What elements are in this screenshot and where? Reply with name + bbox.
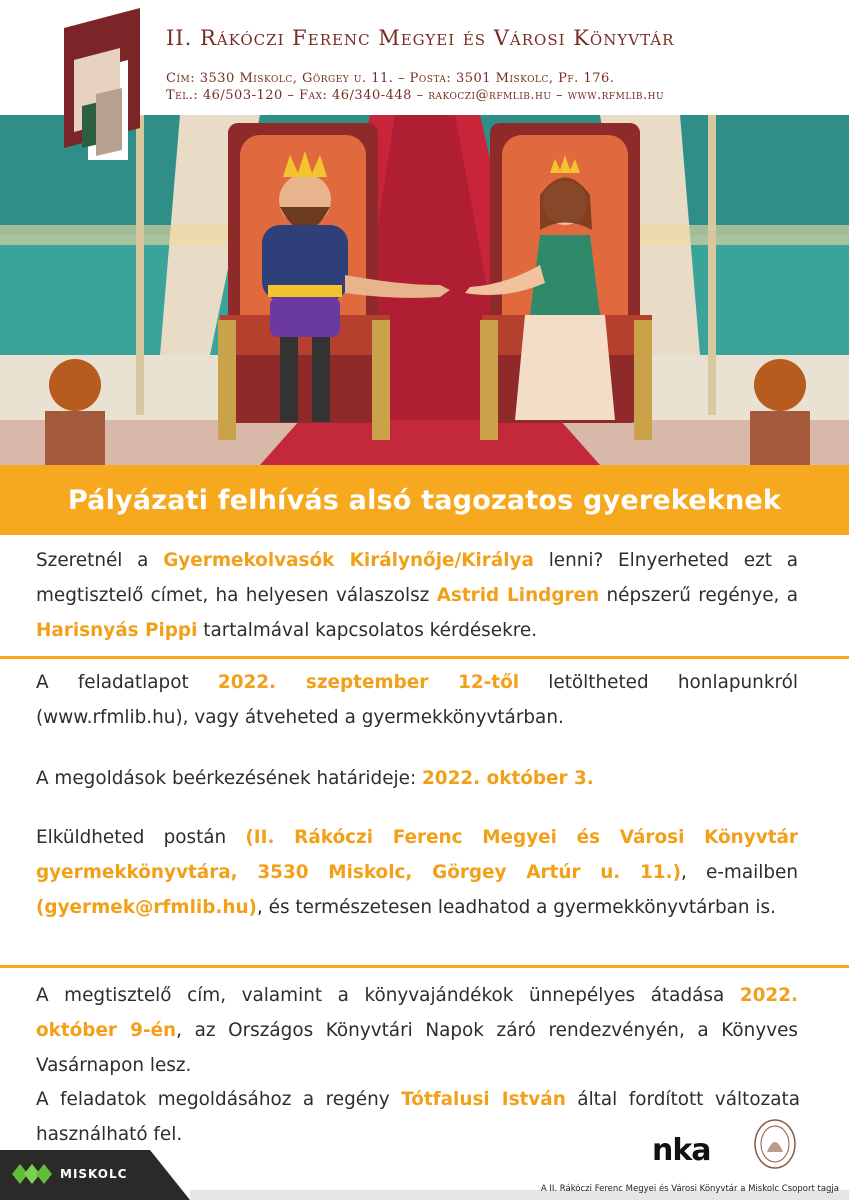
text: által fordított változata használható fel. [36,1089,800,1145]
footer-note: A II. Rákóczi Ferenc Megyei és Városi Könyvtár a Miskolc Csoport tagja [540,1184,839,1194]
highlight-start-date: 2022. szeptember 12-től [217,672,520,693]
text: lenni? Elnyerheted ezt a megtisztelő címet, ha helyesen válaszolsz [36,550,798,606]
highlight-postal-address: (II. Rákóczi Ferenc Megyei és Városi Könyvtár gyermekkönyvtára, 3530 Miskolc, Görgey Artúr u. 11.) [36,827,798,883]
highlight-translator: Tótfalusi István [401,1089,566,1110]
download-paragraph [36,665,798,735]
address-line-1: Cím: 3530 Miskolc, Görgey u. 11. – Posta: 3501 Miskolc, Pf. 176. [166,71,615,86]
submission-paragraph [36,820,798,925]
text: , és természetesen leadhatod a gyermekkönyvtárban is. [256,897,776,918]
miskolc-logo [12,1162,127,1186]
highlight-book: Harisnyás Pippi [36,620,198,641]
library-address [166,70,664,104]
nka-logo: nka [652,1133,711,1168]
divider [0,965,849,968]
deadline-paragraph [36,761,798,796]
text: Elküldheted postán [36,827,246,848]
text: Szeretnél a [36,550,164,571]
library-logo [52,8,142,160]
highlight-title: Gyermekolvasók Királynője/Királya [163,550,534,571]
library-name: II. Rákóczi Ferenc Megyei és Városi Könyvtár [166,26,675,50]
text: letöltheted honlapunkról (www.rfmlib.hu), vagy átveheted a gyermekkönyvtárban. [36,672,798,728]
text: tartalmával kapcsolatos kérdésekre. [197,620,538,641]
text: A megtisztelő cím, valamint a könyvajándékok ünnepélyes átadása [36,985,740,1006]
text: , az Országos Könyvtári Napok záró rendezvényén, a Könyves Vasárnapon lesz. [36,1020,798,1076]
page-title: Pályázati felhívás alsó tagozatos gyerekeknek [67,484,782,516]
text: népszerű regénye, a [599,585,798,606]
miskolc-icon [12,1162,52,1186]
highlight-author: Astrid Lindgren [436,585,600,606]
text: A feladatok megoldásához a regény [36,1089,402,1110]
miskolc-label: MISKOLC [60,1167,128,1181]
award-paragraph [36,978,798,1083]
address-line-2: Tel.: 46/503-120 – Fax: 46/340-448 – rakoczi@rfmlib.hu – www.rfmlib.hu [166,88,665,103]
text: A megoldások beérkezésének határideje: [36,768,422,789]
throne-room-illustration [0,115,849,465]
divider [0,656,849,659]
highlight-award-date: 2022. október 9-én [36,985,798,1041]
highlight-deadline: 2022. október 3. [422,768,594,789]
title-banner [0,465,849,535]
text: , e-mailben [680,862,798,883]
text: A feladatlapot [36,672,218,693]
highlight-email: (gyermek@rfmlib.hu) [36,897,257,918]
intro-paragraph [36,543,798,648]
